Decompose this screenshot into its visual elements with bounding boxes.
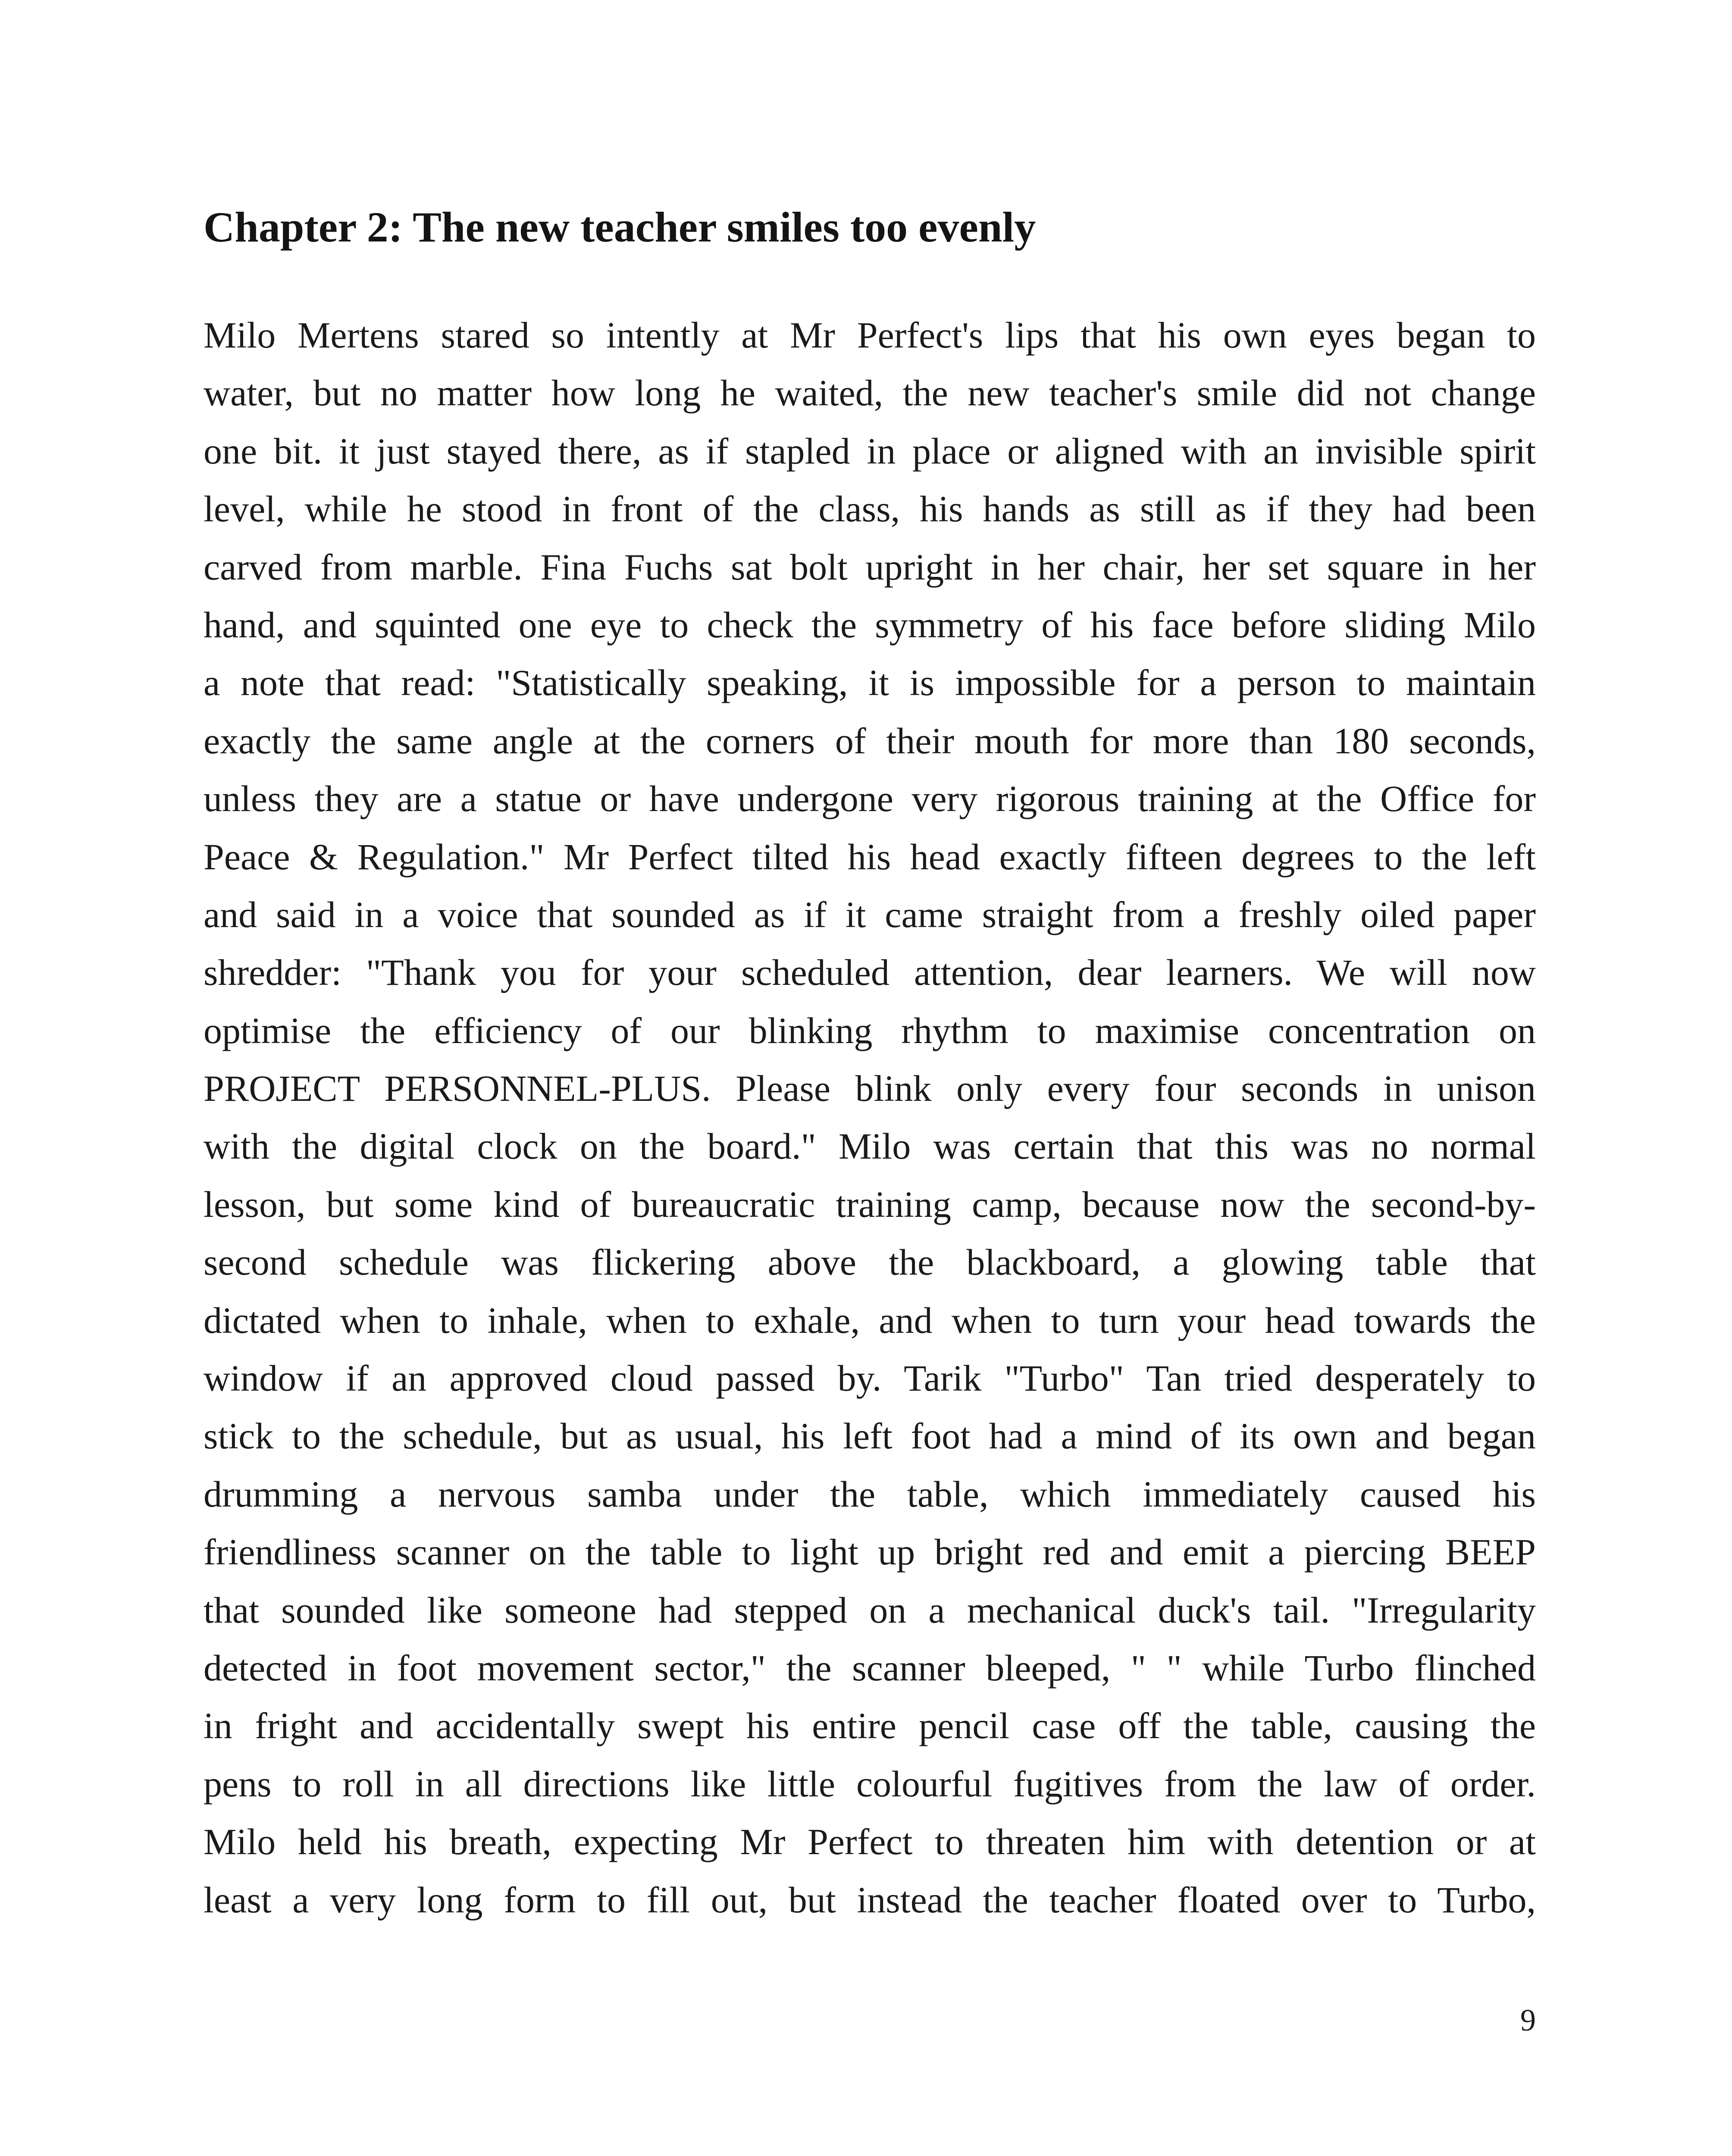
body-line-23: that sounded like someone had stepped on a mechanical duck's tail. "Irregularity — [204, 1589, 1536, 1631]
chapter-body — [204, 306, 1536, 1929]
body-line-25: in fright and accidentally swept his entire pencil case off the table, causing the — [204, 1705, 1536, 1747]
body-line-13: optimise the efficiency of our blinking rhythm to maximise concentration on — [204, 1009, 1536, 1051]
body-line-11: and said in a voice that sounded as if it came straight from a freshly oiled paper — [204, 893, 1536, 935]
body-line-21: drumming a nervous samba under the table, which immediately caused his — [204, 1473, 1536, 1515]
body-line-10: Peace & Regulation." Mr Perfect tilted his head exactly fifteen degrees to the left — [204, 836, 1536, 877]
body-line-8: exactly the same angle at the corners of their mouth for more than 180 seconds, — [204, 720, 1536, 761]
body-line-12: shredder: "Thank you for your scheduled attention, dear learners. We will now — [204, 952, 1536, 993]
body-line-28: least a very long form to fill out, but instead the teacher floated over to Turbo, — [204, 1879, 1536, 1921]
body-line-7: a note that read: "Statistically speaking, it is impossible for a person to maintain — [204, 662, 1536, 704]
body-line-14: PROJECT PERSONNEL-PLUS. Please blink only every four seconds in unison — [204, 1068, 1536, 1109]
page-number: 9 — [1520, 2003, 1536, 2037]
body-line-16: lesson, but some kind of bureaucratic training camp, because now the second-by- — [204, 1183, 1536, 1225]
body-line-1: Milo Mertens stared so intently at Mr Perfect's lips that his own eyes began to — [204, 314, 1536, 356]
body-line-3: one bit. it just stayed there, as if stapled in place or aligned with an invisible spirit — [204, 430, 1536, 472]
body-line-27: Milo held his breath, expecting Mr Perfect to threaten him with detention or at — [204, 1821, 1536, 1863]
body-line-9: unless they are a statue or have undergone very rigorous training at the Office for — [204, 778, 1536, 820]
body-line-26: pens to roll in all directions like little colourful fugitives from the law of order. — [204, 1763, 1536, 1805]
body-line-24: detected in foot movement sector," the scanner bleeped, " " while Turbo flinched — [204, 1647, 1536, 1689]
body-line-5: carved from marble. Fina Fuchs sat bolt upright in her chair, her set square in her — [204, 546, 1536, 588]
body-line-15: with the digital clock on the board." Milo was certain that this was no normal — [204, 1125, 1536, 1167]
body-line-2: water, but no matter how long he waited, the new teacher's smile did not change — [204, 372, 1536, 414]
body-line-4: level, while he stood in front of the class, his hands as still as if they had been — [204, 488, 1536, 530]
body-line-6: hand, and squinted one eye to check the symmetry of his face before sliding Milo — [204, 604, 1536, 646]
body-line-19: window if an approved cloud passed by. Tarik "Turbo" Tan tried desperately to — [204, 1357, 1536, 1399]
body-line-18: dictated when to inhale, when to exhale, and when to turn your head towards the — [204, 1299, 1536, 1341]
chapter-title: Chapter 2: The new teacher smiles too evenly — [204, 203, 1036, 251]
body-line-22: friendliness scanner on the table to light up bright red and emit a piercing BEEP — [204, 1531, 1536, 1573]
body-line-20: stick to the schedule, but as usual, his left foot had a mind of its own and began — [204, 1415, 1536, 1457]
body-line-17: second schedule was flickering above the blackboard, a glowing table that — [204, 1241, 1536, 1283]
